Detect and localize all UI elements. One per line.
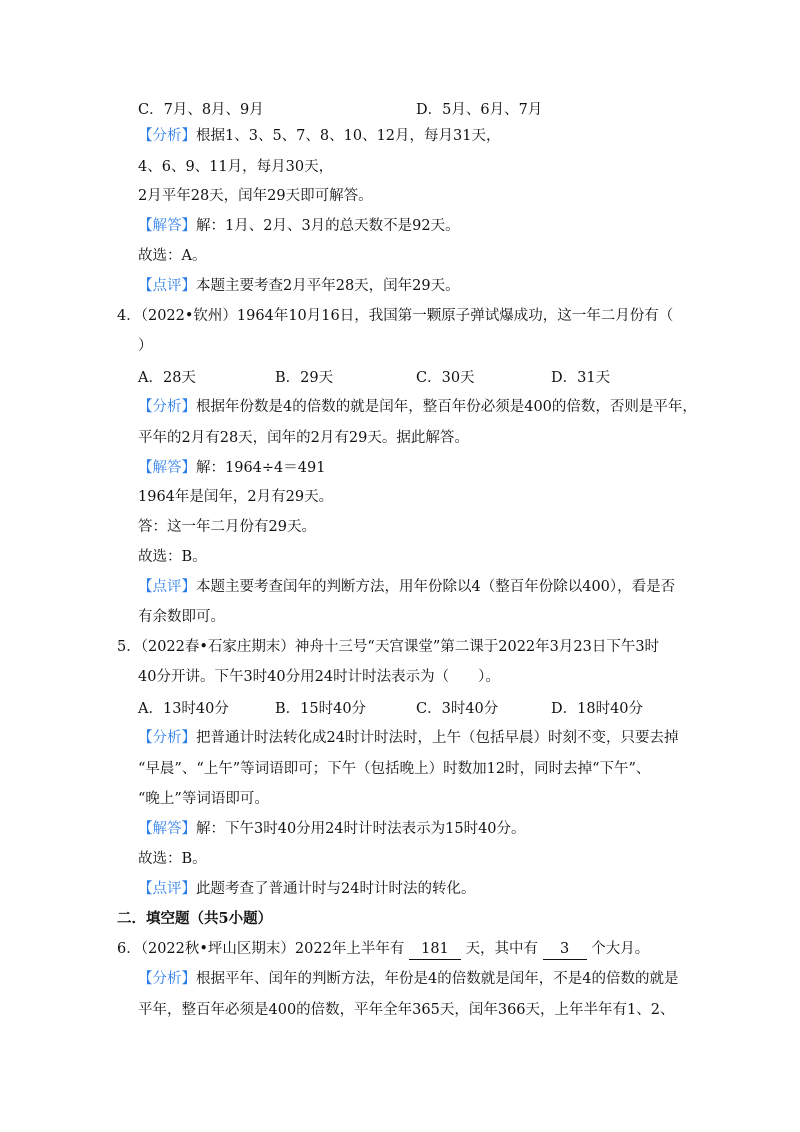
comment-text: 本题主要考查2月平年28天，闰年29天。 [196,278,460,294]
answer-text: 解：1964÷4＝491 [196,460,326,476]
q4-comment-line-2: 有余数即可。 [138,609,225,625]
q3-comment [138,276,460,296]
q5-option-c: C．3时40分 [416,701,499,717]
q4-answer-line-2: 1964年是闰年，2月有29天。 [138,489,334,505]
q6-question [117,939,649,960]
answer-text: 解：1月、2月、3月的总天数不是92天。 [196,218,460,234]
section-title: 二．填空题（共5小题） [117,910,273,927]
q6-suffix: 个大月。 [591,941,650,957]
q5-question: 5．（2022春•石家庄期末）神舟十三号“天宫课堂”第二课于2022年3月23日下午3时 [117,639,660,655]
q3-analysis-line-3: 2月平年28天，闰年29天即可解答。 [138,188,373,204]
comment-text: 此题考查了普通计时与24时计时法的转化。 [196,881,476,897]
q5-option-a: A．13时40分 [138,701,229,717]
q5-analysis [138,728,678,748]
comment-tag: 【点评】 [138,278,196,294]
q4-question: 4．（2022•钦州）1964年10月16日，我国第一颗原子弹试爆成功，这一年二月份有（ [117,308,674,324]
q4-comment [138,577,675,597]
answer-tag: 【解答】 [138,821,196,837]
q6-analysis-line-2: 平年，整百年必须是400的倍数，平年全年365天，闰年366天，上年半年有1、2、 [138,1002,675,1018]
analysis-text: 把普通计时法转化成24时计时法时，上午（包括早晨）时刻不变，只要去掉 [196,730,679,746]
q4-answer [138,458,325,478]
analysis-text: 根据1、3、5、7、8、10、12月，每月31天， [196,128,501,144]
q4-option-d: D．31天 [551,370,611,386]
analysis-tag: 【分析】 [138,730,196,746]
q6-middle: 天，其中有 [465,941,539,957]
answer-tag: 【解答】 [138,460,196,476]
comment-tag: 【点评】 [138,881,196,897]
analysis-tag: 【分析】 [138,399,196,415]
q3-analysis-line-2: 4、6、9、11月，每月30天， [138,159,334,175]
q6-prefix: 6．（2022秋•坪山区期末）2022年上半年有 [117,941,405,957]
analysis-tag: 【分析】 [138,971,196,987]
q4-option-b: B．29天 [275,370,334,386]
q6-analysis [138,969,678,989]
analysis-text: 根据年份数是4的倍数的就是闰年，整百年份必须是400的倍数，否则是平年， [196,399,697,415]
q5-comment [138,879,475,899]
q5-option-d: D．18时40分 [551,701,644,717]
q4-analysis [138,397,697,417]
q6-blank-days: 181 [409,939,461,960]
q4-choice: 故选：B。 [138,549,207,565]
q3-option-c: C．7月、8月、9月 [138,102,264,118]
comment-text: 本题主要考查闰年的判断方法，用年份除以4（整百年份除以400），看是否 [196,579,676,595]
q3-answer [138,216,460,236]
q3-analysis [138,126,500,146]
q5-choice: 故选：B。 [138,851,207,867]
q5-analysis-line-2: “早晨”、“上午”等词语即可；下午（包括晚上）时数加12时，同时去掉“下午”、 [138,761,651,777]
q4-option-a: A．28天 [138,370,196,386]
q3-option-d: D．5月、6月、7月 [416,102,543,118]
q4-option-c: C．30天 [416,370,475,386]
comment-tag: 【点评】 [138,579,196,595]
analysis-text: 根据平年、闰年的判断方法，年份是4的倍数就是闰年，不是4的倍数的就是 [196,971,679,987]
q5-option-b: B．15时40分 [275,701,367,717]
q5-answer [138,819,526,839]
q6-blank-months: 3 [543,939,587,960]
q4-answer-line-3: 答：这一年二月份有29天。 [138,519,316,535]
q5-analysis-line-3: “晚上”等词语即可。 [138,791,269,807]
q5-question-line-2: 40分开讲。下午3时40分用24时计时法表示为（ ）。 [138,669,500,685]
q4-question-line-2: ） [138,338,153,354]
analysis-tag: 【分析】 [138,128,196,144]
answer-text: 解：下午3时40分用24时计时法表示为15时40分。 [196,821,526,837]
q4-analysis-line-2: 平年的2月有28天，闰年的2月有29天。据此解答。 [138,430,469,446]
q3-choice: 故选：A。 [138,248,207,264]
answer-tag: 【解答】 [138,218,196,234]
